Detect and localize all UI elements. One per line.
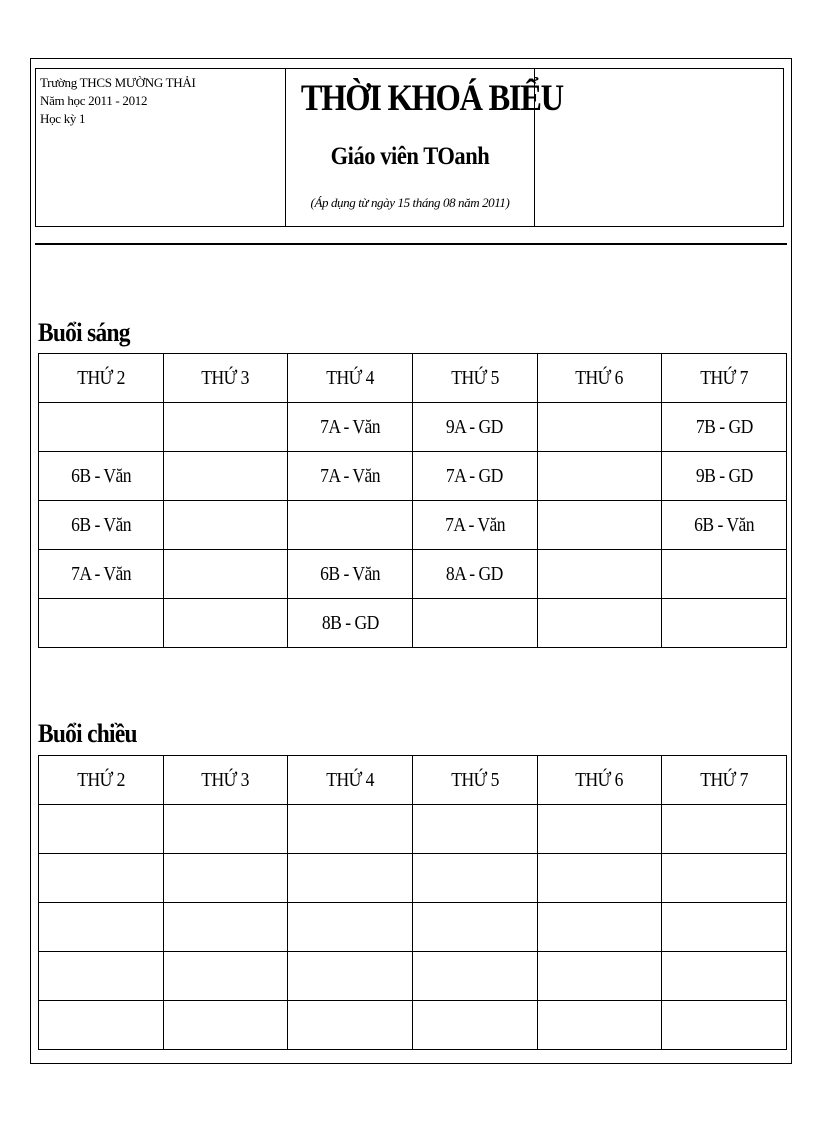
semester: Học kỳ 1	[40, 111, 86, 126]
page-title: THỜI KHOÁ BIỂU	[300, 78, 563, 119]
lesson-cell	[662, 1001, 787, 1050]
lesson-cell	[39, 403, 164, 452]
lesson-cell	[412, 599, 537, 648]
lesson-cell: 6B - Văn	[39, 452, 164, 501]
lesson-cell	[537, 1001, 662, 1050]
lesson-cell	[163, 452, 288, 501]
lesson-cell: 8B - GD	[288, 599, 413, 648]
lesson-cell	[412, 854, 537, 903]
lesson-cell: 7B - GD	[662, 403, 787, 452]
lesson-cell	[537, 550, 662, 599]
day-header-row	[39, 756, 787, 805]
lesson-cell	[39, 805, 164, 854]
lesson-cell	[662, 805, 787, 854]
day-header: THỨ 6	[537, 354, 662, 403]
table-row	[39, 903, 787, 952]
lesson-cell	[39, 952, 164, 1001]
applied-date: (Áp dụng từ ngày 15 tháng 08 năm 2011)	[310, 195, 510, 210]
day-header: THỨ 7	[662, 756, 787, 805]
lesson-cell	[163, 903, 288, 952]
afternoon-timetable	[38, 755, 787, 1050]
lesson-cell	[662, 854, 787, 903]
day-header: THỨ 6	[537, 756, 662, 805]
lesson-cell	[163, 599, 288, 648]
morning-timetable	[38, 353, 787, 648]
lesson-cell	[288, 1001, 413, 1050]
lesson-cell	[39, 1001, 164, 1050]
school-year: Năm học 2011 - 2012	[40, 93, 148, 108]
lesson-cell	[537, 952, 662, 1001]
lesson-cell	[288, 903, 413, 952]
afternoon-title: Buổi chiều	[38, 719, 137, 748]
divider-line	[35, 243, 787, 245]
day-header: THỨ 2	[39, 756, 164, 805]
lesson-cell	[288, 805, 413, 854]
lesson-cell: 8A - GD	[412, 550, 537, 599]
lesson-cell: 9B - GD	[662, 452, 787, 501]
day-header: THỨ 5	[412, 354, 537, 403]
lesson-cell	[163, 1001, 288, 1050]
lesson-cell	[662, 903, 787, 952]
lesson-cell	[537, 805, 662, 854]
lesson-cell	[163, 805, 288, 854]
lesson-cell	[662, 599, 787, 648]
lesson-cell	[537, 452, 662, 501]
teacher-name: Giáo viên TOanh	[330, 143, 490, 170]
lesson-cell: 7A - Văn	[39, 550, 164, 599]
day-header: THỨ 5	[412, 756, 537, 805]
day-header: THỨ 3	[163, 756, 288, 805]
lesson-cell	[39, 903, 164, 952]
morning-title: Buổi sáng	[38, 318, 130, 347]
day-header: THỨ 7	[662, 354, 787, 403]
day-header: THỨ 2	[39, 354, 164, 403]
lesson-cell	[39, 854, 164, 903]
lesson-cell	[537, 403, 662, 452]
table-row	[39, 452, 787, 501]
lesson-cell	[537, 501, 662, 550]
lesson-cell: 9A - GD	[412, 403, 537, 452]
lesson-cell	[537, 903, 662, 952]
school-name: Trường THCS MƯỜNG THẢI	[40, 75, 196, 90]
lesson-cell	[163, 501, 288, 550]
school-info	[36, 69, 286, 226]
lesson-cell	[412, 903, 537, 952]
header-blank-cell	[535, 69, 783, 226]
lesson-cell: 6B - Văn	[39, 501, 164, 550]
lesson-cell	[662, 550, 787, 599]
lesson-cell	[288, 952, 413, 1001]
lesson-cell	[163, 952, 288, 1001]
lesson-cell: 7A - GD	[412, 452, 537, 501]
table-row	[39, 805, 787, 854]
lesson-cell	[412, 1001, 537, 1050]
table-row	[39, 599, 787, 648]
table-row	[39, 952, 787, 1001]
day-header: THỨ 4	[288, 756, 413, 805]
lesson-cell	[537, 854, 662, 903]
title-block	[286, 69, 563, 226]
lesson-cell	[537, 599, 662, 648]
day-header: THỨ 4	[288, 354, 413, 403]
table-row	[39, 550, 787, 599]
lesson-cell	[288, 854, 413, 903]
day-header: THỨ 3	[163, 354, 288, 403]
lesson-cell	[288, 501, 413, 550]
header-box	[35, 68, 784, 227]
lesson-cell: 7A - Văn	[288, 403, 413, 452]
lesson-cell: 6B - Văn	[662, 501, 787, 550]
table-row	[39, 403, 787, 452]
lesson-cell	[163, 550, 288, 599]
lesson-cell	[412, 805, 537, 854]
lesson-cell: 7A - Văn	[412, 501, 537, 550]
day-header-row	[39, 354, 787, 403]
table-row	[39, 854, 787, 903]
lesson-cell: 6B - Văn	[288, 550, 413, 599]
lesson-cell	[163, 854, 288, 903]
lesson-cell	[412, 952, 537, 1001]
lesson-cell	[163, 403, 288, 452]
lesson-cell	[39, 599, 164, 648]
lesson-cell	[662, 952, 787, 1001]
table-row	[39, 501, 787, 550]
table-row	[39, 1001, 787, 1050]
lesson-cell: 7A - Văn	[288, 452, 413, 501]
